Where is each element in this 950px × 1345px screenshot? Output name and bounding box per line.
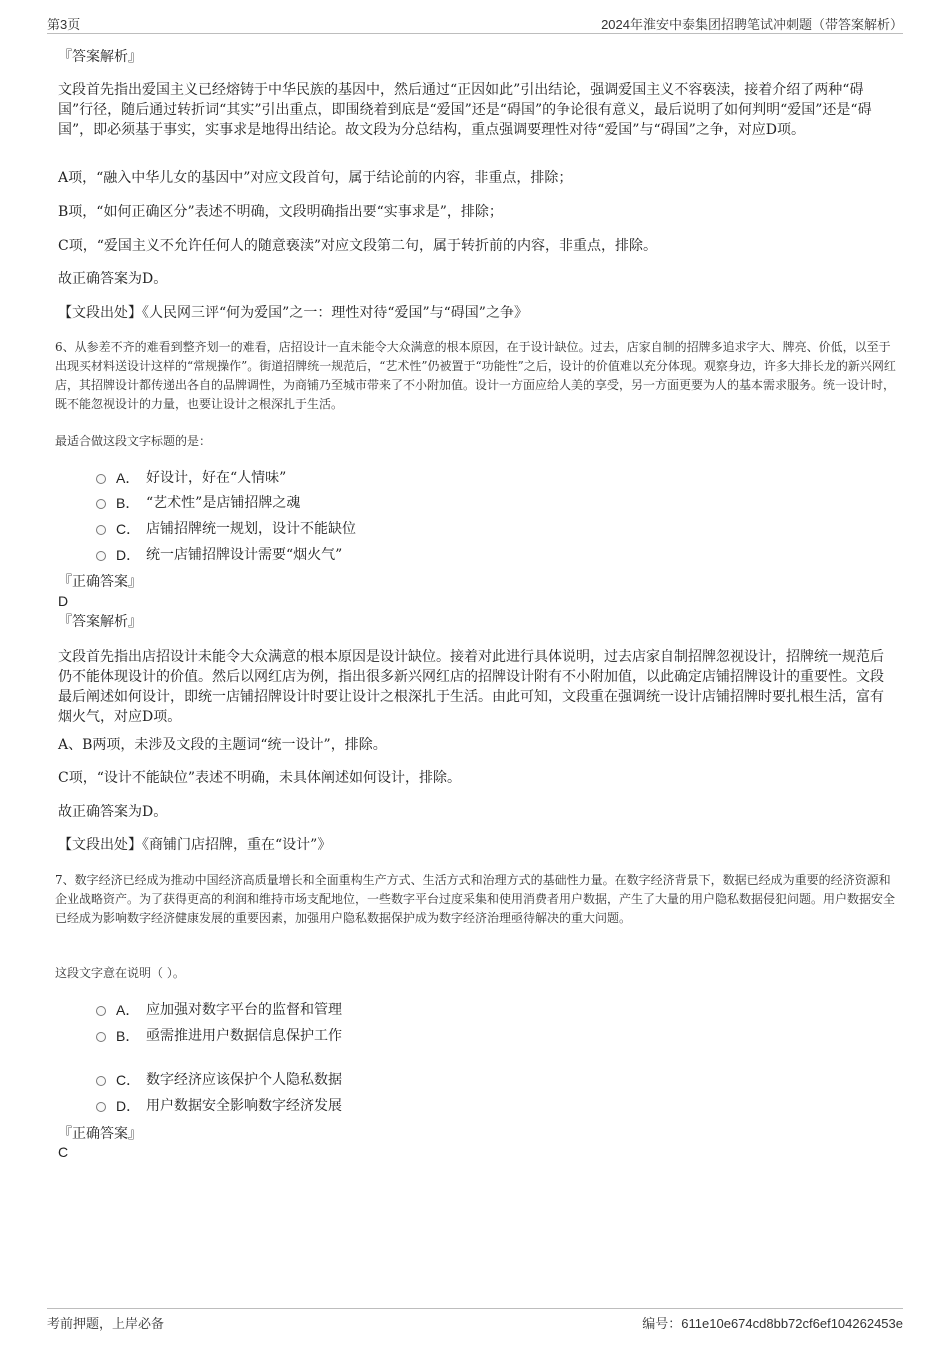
q6-source: 【文段出处】《商铺门店招牌，重在“设计”》 [58, 837, 332, 853]
q5-option-a-note: A项，“融入中华儿女的基因中”对应文段首句，属于结论前的内容，非重点，排除； [58, 170, 573, 186]
q5-analysis-text: 文段首先指出爱国主义已经熔铸于中华民族的基因中，然后通过“正因如此”引出结论，强调爱国主义不容亵渎，接着介绍了两种“碍国”行径，随后通过转折词“其实”引出重点，即围绕着到底是“爱国”还是“碍国”的争论很有意义，最后说明了如何判明“爱国”还是“碍国”，即必须基于事实，实事求是地得出结论。故文段为分总结构，重点强调要理性对待“爱国”与“碍国”之争，对应D项。 [58, 82, 872, 138]
option-text: 店铺招牌统一规划，设计不能缺位 [146, 521, 356, 537]
q7-stem: 7、数字经济已经成为推动中国经济高质量增长和全面重构生产方式、生活方式和治理方式的基础性力量。在数字经济背景下，数据已经成为重要的经济资源和企业战略资产。为了获得更高的利润和维持市场支配地位，一些数字平台过度采集和使用消费者用户数据，产生了大量的用户隐私数据侵犯问题。用户数据安全已经成为影响数字经济健康发展的重要因素，加强用户隐私数据保护成为数字经济治理亟待解决的重大问题。 [55, 873, 896, 925]
footer-divider [47, 1308, 903, 1309]
option-letter: D． [116, 547, 141, 563]
q6-answer: D [58, 593, 69, 609]
header-divider [47, 33, 903, 34]
radio-icon[interactable] [96, 474, 106, 484]
radio-icon[interactable] [96, 525, 106, 535]
q7-answer: C [58, 1144, 69, 1160]
radio-icon[interactable] [96, 1032, 106, 1042]
radio-icon[interactable] [96, 1076, 106, 1086]
option-text: 数字经济应该保护个人隐私数据 [146, 1072, 342, 1088]
q5-conclusion: 故正确答案为D。 [58, 271, 168, 287]
option-letter: D． [116, 1098, 141, 1114]
q6-answer-label: 『正确答案』 [58, 574, 142, 590]
q6-stem: 6、从参差不齐的难看到整齐划一的难看，店招设计一直未能令大众满意的根本原因，在于设计缺位。过去，店家自制的招牌多追求字大、牌亮、价低，以至于出现买材料送设计这样的“常规操作”。街道招牌统一规范后，“艺术性”仍被置于“功能性”之后，设计的价值难以充分体现。观察身边，许多大排长龙的新兴网红店，其招牌设计都传递出各自的品牌调性，为商铺乃至城市带来了不小附加值。设计一方面应给人美的享受，另一方面更要为人的基本需求服务。统一设计时，既不能忽视设计的力量，也要让设计之根深扎于生活。 [55, 340, 896, 411]
q5-option-c-note: C项，“爱国主义不允许任何人的随意亵渎”对应文段第二句，属于转折前的内容，非重点，排除。 [58, 238, 658, 254]
option-letter: C． [116, 1072, 141, 1088]
footer-slogan: 考前押题，上岸必备 [47, 1316, 165, 1331]
q6-analysis-label: 『答案解析』 [58, 614, 142, 630]
page-header [47, 12, 903, 32]
page-footer [47, 1313, 903, 1333]
option-letter: A． [116, 470, 140, 486]
document-title: 2024年淮安中泰集团招聘笔试冲刺题（带答案解析） [601, 17, 903, 32]
page-number: 第3页 [47, 17, 81, 32]
radio-icon[interactable] [96, 499, 106, 509]
q6-analysis-text: 文段首先指出店招设计未能令大众满意的根本原因是设计缺位。接着对此进行具体说明，过去店家自制招牌忽视设计，招牌统一规范后仍不能体现设计的价值。然后以网红店为例，指出很多新兴网红店的招牌设计附有不小附加值，以此确定店铺招牌设计的重要性。文段最后阐述如何设计，即统一店铺招牌设计时要让设计之根深扎于生活。由此可知，文段重在强调统一设计店铺招牌时要扎根生活，富有烟火气，对应D项。 [58, 649, 884, 725]
q5-analysis-label: 『答案解析』 [58, 49, 142, 65]
q6-conclusion: 故正确答案为D。 [58, 804, 168, 820]
option-text: 好设计，好在“人情味” [146, 470, 287, 486]
option-text: 用户数据安全影响数字经济发展 [146, 1098, 342, 1114]
radio-icon[interactable] [96, 551, 106, 561]
q6-option-ab-note: A、B两项，未涉及文段的主题词“统一设计”，排除。 [58, 737, 387, 753]
option-text: “艺术性”是店铺招牌之魂 [146, 495, 301, 511]
radio-icon[interactable] [96, 1102, 106, 1112]
option-text: 亟需推进用户数据信息保护工作 [146, 1028, 342, 1044]
q5-option-b-note: B项，“如何正确区分”表述不明确，文段明确指出要“实事求是”，排除； [58, 204, 503, 220]
option-text: 统一店铺招牌设计需要“烟火气” [146, 547, 343, 563]
q6-prompt: 最适合做这段文字标题的是： [55, 434, 212, 448]
q5-source: 【文段出处】《人民网三评“何为爱国”之一：理性对待“爱国”与“碍国”之争》 [58, 305, 528, 321]
document-serial: 编号：611e10e674cd8bb72cf6ef104262453e [642, 1316, 903, 1331]
option-letter: C． [116, 521, 141, 537]
q7-prompt: 这段文字意在说明（ ）。 [55, 966, 185, 980]
option-letter: B． [116, 1028, 140, 1044]
q6-option-c-note: C项，“设计不能缺位”表述不明确，未具体阐述如何设计，排除。 [58, 770, 462, 786]
q7-answer-label: 『正确答案』 [58, 1126, 142, 1142]
option-letter: A． [116, 1002, 140, 1018]
option-letter: B． [116, 495, 140, 511]
option-text: 应加强对数字平台的监督和管理 [146, 1002, 342, 1018]
radio-icon[interactable] [96, 1006, 106, 1016]
